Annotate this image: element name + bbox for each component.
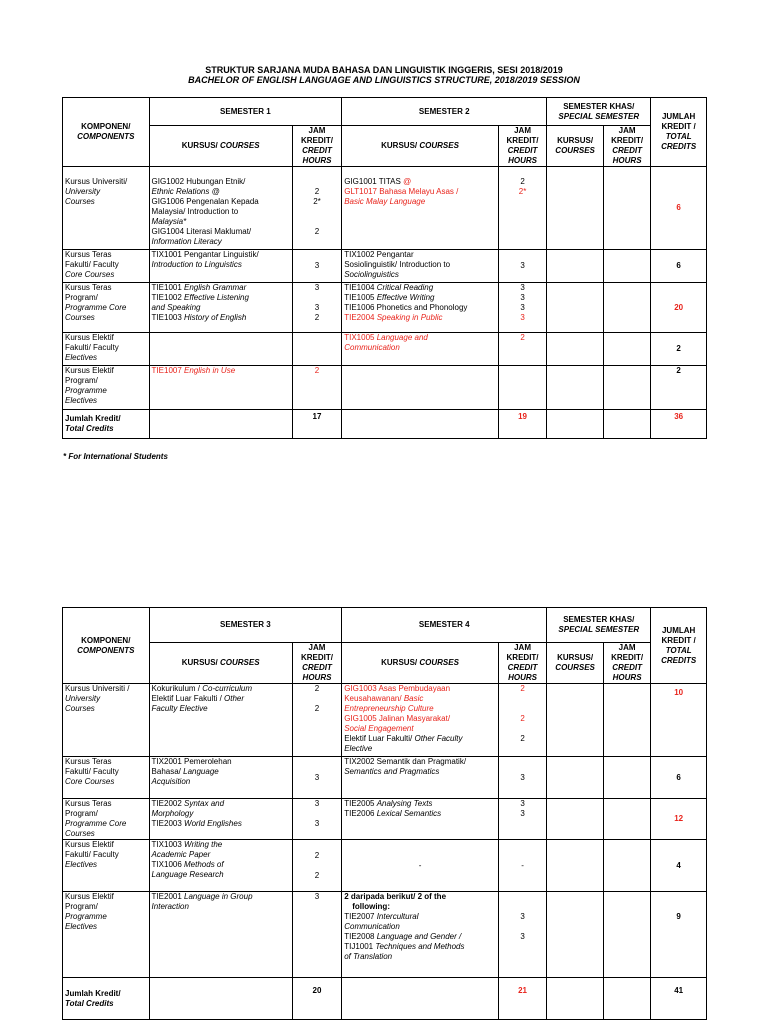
header-total-credits: JUMLAH KREDIT / TOTAL CREDITS <box>651 608 707 684</box>
credit-hours: 3 3 2 <box>292 283 341 333</box>
header-courses: KURSUS/ COURSES <box>149 126 292 167</box>
component-label: Kursus Elektif Program/ Programme Electives <box>63 366 150 410</box>
header-credit-hours: JAM KREDIT/ CREDIT HOURS <box>603 643 650 684</box>
total-credits: 9 <box>651 892 707 978</box>
header-credit-hours: JAM KREDIT/ CREDIT HOURS <box>292 126 341 167</box>
credit-hours: - <box>498 840 546 892</box>
special-credit-hours <box>603 840 650 892</box>
credit-hours: 3 3 <box>292 799 341 840</box>
special-courses <box>547 410 604 439</box>
total-credits: 12 <box>651 799 707 840</box>
course-list <box>342 410 499 439</box>
course-list: TIX1005 Language and Communication <box>342 333 499 366</box>
table-row <box>63 250 707 283</box>
credit-hours: 2 <box>498 333 546 366</box>
special-courses <box>547 366 604 410</box>
credit-total: 19 <box>498 410 546 439</box>
header-special-semester: SEMESTER KHAS/ SPECIAL SEMESTER <box>547 608 651 643</box>
structure-table-year2 <box>62 607 707 1020</box>
course-list <box>149 410 292 439</box>
table-row <box>63 283 707 333</box>
header-courses: KURSUS/ COURSES <box>547 126 604 167</box>
credit-hours: 2 2 <box>292 840 341 892</box>
structure-table-year1 <box>62 97 707 439</box>
header-courses: KURSUS/ COURSES <box>547 643 604 684</box>
course-list: TIX1002 Pengantar Sosiolinguistik/ Introduction to Sociolinguistics <box>342 250 499 283</box>
title-malay: STRUKTUR SARJANA MUDA BAHASA DAN LINGUISTIK INGGERIS, SESI 2018/2019 <box>205 65 563 75</box>
special-courses <box>547 840 604 892</box>
header-credit-hours: JAM KREDIT/ CREDIT HOURS <box>498 126 546 167</box>
credit-hours: 3 <box>292 250 341 283</box>
course-list: TIX2001 Pemerolehan Bahasa/ Language Acquisition <box>149 757 292 799</box>
component-label: Kursus Teras Program/ Programme Core Courses <box>63 799 150 840</box>
special-courses <box>547 799 604 840</box>
course-list: TIE1007 English in Use <box>149 366 292 410</box>
credit-hours <box>292 333 341 366</box>
credit-hours: 3 <box>292 892 341 978</box>
credit-hours: 2 2* 2 <box>292 167 341 250</box>
header-total-credits: JUMLAH KREDIT / TOTAL CREDITS <box>651 98 707 167</box>
course-list: GIG1001 TITAS @ GLT1017 Bahasa Melayu Asas / Basic Malay Language <box>342 167 499 250</box>
table-row <box>63 167 707 250</box>
special-courses <box>547 757 604 799</box>
header-courses: KURSUS/ COURSES <box>149 643 292 684</box>
total-credits: 6 <box>651 757 707 799</box>
special-courses <box>547 283 604 333</box>
course-list <box>149 978 292 1020</box>
header-semester-4: SEMESTER 4 <box>342 608 547 643</box>
course-list: Kokurikulum / Co-curriculum Elektif Luar Fakulti / Other Faculty Elective <box>149 684 292 757</box>
credit-total: 17 <box>292 410 341 439</box>
component-label: Kursus Teras Program/ Programme Core Courses <box>63 283 150 333</box>
header-special-semester: SEMESTER KHAS/ SPECIAL SEMESTER <box>547 98 651 126</box>
credit-hours: 2 2 <box>292 684 341 757</box>
special-credit-hours <box>603 978 650 1020</box>
table-row <box>63 333 707 366</box>
component-label: Kursus Universiti/ University Courses <box>63 167 150 250</box>
header-courses: KURSUS/ COURSES <box>342 126 499 167</box>
total-credits: 6 <box>651 167 707 250</box>
credit-hours: 2 2 2 <box>498 684 546 757</box>
table-row-total <box>63 978 707 1020</box>
total-credits: 4 <box>651 840 707 892</box>
course-list: TIX1003 Writing the Academic Paper TIX1006 Methods of Language Research <box>149 840 292 892</box>
course-list: GIG1002 Hubungan Etnik/ Ethnic Relations @ GIG1006 Pengenalan Kepada Malaysia/ Introduction to Malaysia* GIG1004 Literasi Maklumat/ Information Literacy <box>149 167 292 250</box>
special-courses <box>547 167 604 250</box>
special-credit-hours <box>603 250 650 283</box>
header-semester-3: SEMESTER 3 <box>149 608 342 643</box>
table-row-total <box>63 410 707 439</box>
credit-hours: 3 <box>498 757 546 799</box>
title-english: BACHELOR OF ENGLISH LANGUAGE AND LINGUISTICS STRUCTURE, 2018/2019 SESSION <box>188 75 580 85</box>
component-label: Kursus Universiti / University Courses <box>63 684 150 757</box>
header-credit-hours: JAM KREDIT/ CREDIT HOURS <box>603 126 650 167</box>
credit-hours: 2 2* <box>498 167 546 250</box>
header-credit-hours: JAM KREDIT/ CREDIT HOURS <box>292 643 341 684</box>
course-list <box>342 366 499 410</box>
table-row <box>63 799 707 840</box>
grand-total-credits: 41 <box>651 978 707 1020</box>
grand-total-credits: 36 <box>651 410 707 439</box>
credit-hours: 3 3 <box>498 799 546 840</box>
total-credits: 10 <box>651 684 707 757</box>
total-credits: 20 <box>651 283 707 333</box>
course-list: GIG1003 Asas Pembudayaan Keusahawanan/ Basic Entrepreneurship Culture GIG1005 Jalinan Masyarakat/ Social Engagement Elektif Luar Fakulti/ Other Faculty Elective <box>342 684 499 757</box>
component-label: Kursus Teras Fakulti/ Faculty Core Courses <box>63 757 150 799</box>
credit-hours: 3 3 <box>498 892 546 978</box>
credit-total: 20 <box>292 978 341 1020</box>
total-credits: 2 <box>651 333 707 366</box>
component-label: Kursus Elektif Fakulti/ Faculty Electives <box>63 840 150 892</box>
header-credit-hours: JAM KREDIT/ CREDIT HOURS <box>498 643 546 684</box>
header-components: KOMPONEN/ COMPONENTS <box>63 608 150 684</box>
component-label: Jumlah Kredit/ Total Credits <box>63 410 150 439</box>
component-label: Jumlah Kredit/ Total Credits <box>63 978 150 1020</box>
course-list: TIX2002 Semantik dan Pragmatik/ Semantics and Pragmatics <box>342 757 499 799</box>
course-list: TIE2002 Syntax and Morphology TIE2003 World Englishes <box>149 799 292 840</box>
special-credit-hours <box>603 892 650 978</box>
special-credit-hours <box>603 799 650 840</box>
special-courses <box>547 250 604 283</box>
special-courses <box>547 684 604 757</box>
special-credit-hours <box>603 410 650 439</box>
special-credit-hours <box>603 366 650 410</box>
footnote: * For International Students <box>63 452 168 461</box>
table-row <box>63 892 707 978</box>
special-credit-hours <box>603 333 650 366</box>
course-list: 2 daripada berikut/ 2 of the following: TIE2007 Intercultural Communication TIE2008 Language and Gender / TIJ1001 Techniques and Methods of Translation <box>342 892 499 978</box>
course-list: TIE1001 English Grammar TIE1002 Effective Listening and Speaking TIE1003 History of English <box>149 283 292 333</box>
header-semester-1: SEMESTER 1 <box>149 98 342 126</box>
special-courses <box>547 892 604 978</box>
course-list: TIE2005 Analysing Texts TIE2006 Lexical Semantics <box>342 799 499 840</box>
special-credit-hours <box>603 684 650 757</box>
table-row <box>63 757 707 799</box>
table-row <box>63 684 707 757</box>
course-list <box>342 978 499 1020</box>
course-list <box>149 333 292 366</box>
special-credit-hours <box>603 283 650 333</box>
header-components: KOMPONEN/ COMPONENTS <box>63 98 150 167</box>
component-label: Kursus Teras Fakulti/ Faculty Core Courses <box>63 250 150 283</box>
special-credit-hours <box>603 757 650 799</box>
credit-hours: 2 <box>292 366 341 410</box>
course-list: TIX1001 Pengantar Linguistik/ Introduction to Linguistics <box>149 250 292 283</box>
credit-hours: 3 3 3 3 <box>498 283 546 333</box>
credit-hours: 3 <box>292 757 341 799</box>
total-credits: 6 <box>651 250 707 283</box>
course-list: TIE1004 Critical Reading TIE1005 Effective Writing TIE1006 Phonetics and Phonology TIE2004 Speaking in Public <box>342 283 499 333</box>
special-courses <box>547 978 604 1020</box>
course-list: - <box>342 840 499 892</box>
header-semester-2: SEMESTER 2 <box>342 98 547 126</box>
special-courses <box>547 333 604 366</box>
special-credit-hours <box>603 167 650 250</box>
credit-total: 21 <box>498 978 546 1020</box>
component-label: Kursus Elektif Fakulti/ Faculty Electives <box>63 333 150 366</box>
course-list: TIE2001 Language in Group Interaction <box>149 892 292 978</box>
table-row <box>63 366 707 410</box>
credit-hours: 3 <box>498 250 546 283</box>
table-row <box>63 840 707 892</box>
total-credits: 2 <box>651 366 707 410</box>
header-courses: KURSUS/ COURSES <box>342 643 499 684</box>
component-label: Kursus Elektif Program/ Programme Electives <box>63 892 150 978</box>
credit-hours <box>498 366 546 410</box>
